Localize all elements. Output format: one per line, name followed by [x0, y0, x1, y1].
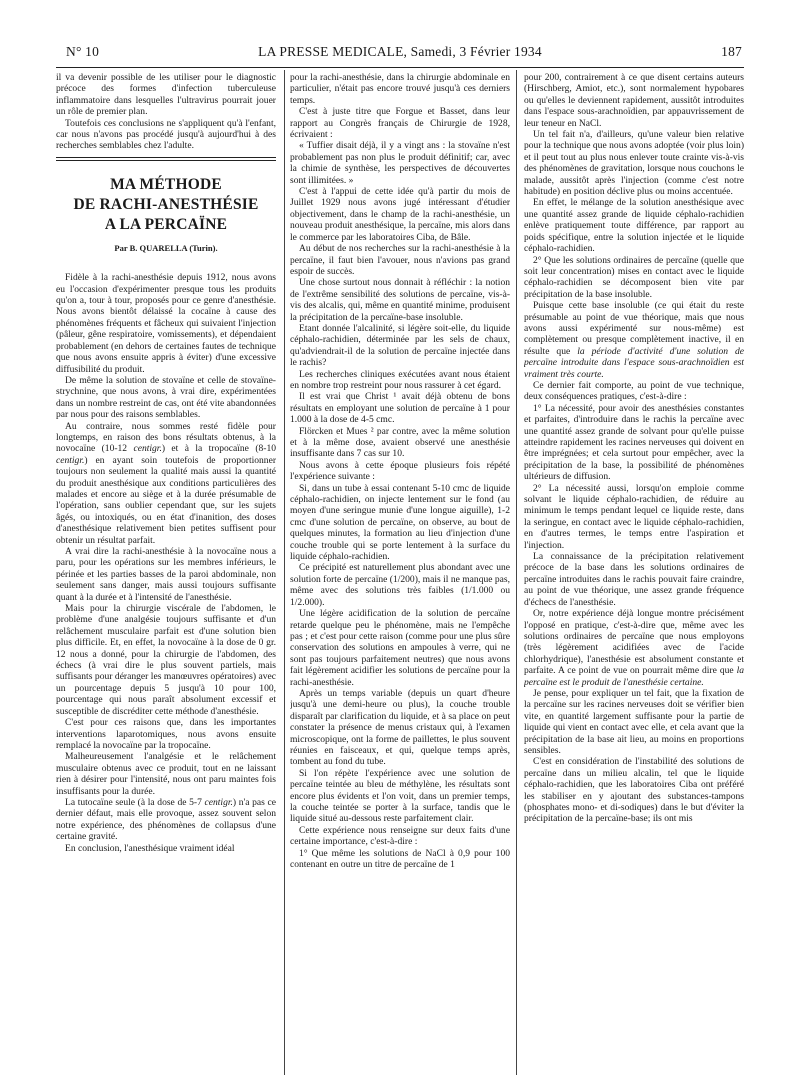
paragraph: Si l'on répète l'expérience avec une solution de percaïne teintée au bleu de méthylène, les résultats sont encore plus évidents et l'on voit, dans un premier temps, la couche teintée se porter à la surface, tandis que le liquide situé au-dessous reste parfaitement clair. [290, 767, 510, 825]
paragraph: 2° La nécessité aussi, lorsqu'on emploie comme solvant le liquide céphalo-rachidien, de réduire au minimum le temps pendant lequel ce liquide reste, dans la seringue, en contact avec le liquide céphalo-rachidien, en d'autres termes, le temps entre l'aspiration et l'injection. [524, 482, 744, 551]
paragraph: Puisque cette base insoluble (ce qui était du reste présumable au point de vue théorique, mais que nous avons aussi expérimenté sur nous-même) est complètement ou presque complètement inactive, il en résulte que la période d'activité d'une solution de percaïne introduite dans l'espace sous-arachnoïdien est vraiment très courte. [524, 300, 744, 380]
paragraph: C'est à juste titre que Forgue et Basset, dans leur rapport au Congrès français de Chirurgie de 1928, écrivaient : [290, 106, 510, 141]
paragraph: Je pense, pour expliquer un tel fait, que la fixation de la percaïne sur les racines nerveuses doit se vérifier bien vite, en quantité largement suffisante pour la partie de liquide qui vient en contact avec elle, et cela avant que la précipitation de la base ait lieu, au moins en proportions sensibles. [524, 687, 744, 756]
article-separator [56, 160, 276, 161]
paragraph: C'est à l'appui de cette idée qu'à partir du mois de Juillet 1929 nous avons jugé intéressant d'étudier objectivement, dans le champ de la rachi-anesthésie, un nouveau produit anesthésique, la percaïne, mis alors dans le commerce par les laboratoires Ciba, de Bâle. [290, 186, 510, 243]
paragraph: En effet, le mélange de la solution anesthésique avec une quantité assez grande de liquide céphalo-rachidien enlève pratiquement toute différence, par rapport au poids spécifique, entre la solution injectée et le liquide céphalo-rachidien. [524, 197, 744, 255]
article-byline: Par B. QUARELLA (Turin). [114, 242, 218, 253]
paragraph: Cette expérience nous renseigne sur deux faits d'une certaine importance, c'est-à-dire : [290, 824, 510, 848]
page-header [56, 44, 744, 66]
paragraph: La tutocaïne seule (à la dose de 5-7 centigr.) n'a pas ce dernier défaut, mais elle provoque, assez souvent selon notre expérience, des phénomènes de collapsus d'une certaine gravité. [56, 796, 276, 843]
header-rule [56, 67, 744, 68]
page-number: 187 [721, 44, 742, 59]
paragraph: Etant donnée l'alcalinité, si légère soit-elle, du liquide céphalo-rachidien, déterminée par les sels de chaux, qu'adviendrait-il de la solution de percaïne injectée dans le rachis? [290, 322, 510, 369]
paragraph: Après un temps variable (depuis un quart d'heure jusqu'à une demi-heure ou plus), la couche trouble disparaît par clarification du liquide, et à sa place on peut constater la présence de menus cristaux qui, à l'examen microscopique, ont la forme de paillettes, le plus souvent réunies en faisceaux, et qui, quelque temps après, tombent au fond du tube. [290, 687, 510, 768]
paragraph: pour 200, contrairement à ce que disent certains auteurs (Hirschberg, Amiot, etc.), sont normalement hypobares ou qu'elles le deviennent rapidement, aussitôt introduites dans l'espace sous-arachnoïdien, par appauvrissement de leur teneur en NaCl. [524, 72, 744, 129]
journal-title: LA PRESSE MEDICALE, Samedi, 3 Février 1934 [258, 44, 542, 59]
paragraph: Au contraire, nous sommes resté fidèle pour longtemps, en raison des bons résultats obtenus, à la novocaïne (10-12 centigr.) et à la tropocaïne (8-10 centigr.) en ayant soin toutefois de proportionner toujours non seulement la qualité mais aussi la quantité du produit anesthésique aux conditions particulières des malades et encore au siège et à la durée présumable de l'opération, sans oublier cependant que, sur les sujets âgés, ou intoxiqués, ou en état d'inanition, des doses d'anesthésique relativement bien petites suffisent pour obtenir un résultat parfait. [56, 420, 276, 546]
column-1 [56, 72, 276, 1076]
paragraph: Mais pour la chirurgie viscérale de l'abdomen, le problème d'une analgésie toujours suffisante et d'un relâchement musculaire parfait est d'une solution bien plus difficile. Et, en effet, la novocaïne à la dose de 0 gr. 12 nous a donné, pour la chirurgie de l'abdomen, des échecs (à vrai dire le plus souvent partiels, mais suffisants pour déranger les manœuvres opératoires) avec un pourcentage depuis 5 jusqu'à 10 pour 100, pourcentage qui nous paraît absolument excessif et susceptible de discréditer cette méthode d'anesthésie. [56, 603, 276, 717]
paragraph: Or, notre expérience déjà longue montre précisément l'opposé en pratique, c'est-à-dire que, même avec les solutions ordinaires de percaïne que nous employons (très légèrement acidifiées avec de l'acide chlorhydrique), l'anesthésie est absolument constante et parfaite. A ce point de vue on pourrait même dire que la percaïne est le produit de l'anesthésie certaine. [524, 608, 744, 688]
paragraph: C'est pour ces raisons que, dans les importantes interventions laparotomiques, nous avons ensuite remplacé la novocaïne par la tropocaïne. [56, 717, 276, 751]
paragraph: Une chose surtout nous donnait à réfléchir : la notion de l'extrême sensibilité des solutions de percaïne, vis-à-vis des alcalis, qui, même en quantité minime, produisent la précipitation de la percaïne-base insoluble. [290, 277, 510, 323]
paragraph: En conclusion, l'anesthésique vraiment idéal [65, 842, 235, 854]
paragraph: Nous avons à cette époque plusieurs fois répété l'expérience suivante : [290, 459, 510, 483]
paragraph: Fidèle à la rachi-anesthésie depuis 1912, nous avons eu l'occasion d'expérimenter presque tous les produits qu'on a, tour à tour, proposés pour ce genre d'anesthésie. Nous avons bientôt délaissé la cocaïne à cause des phénomènes fréquents et fâcheux qui suivaient l'injection (pâleur, gêne respiratoire, vomissements), et dépendaient probablement (en dehors de certaines fautes de technique que nous avons ensuite appris à éviter) d'une excessive diffusibilité du produit. [56, 272, 276, 375]
paragraph: A vrai dire la rachi-anesthésie à la novocaïne nous a paru, pour les opérations sur les membres inférieurs, le périnée et les parties basses de la paroi abdominale, non seulement sans danger, mais aussi toujours suffisante quant à la durée et à l'intensité de l'anesthésie. [56, 546, 276, 603]
paragraph: Toutefois ces conclusions ne s'appliquent qu'à l'enfant, car nous n'avons pas procédé jusqu'à aujourd'hui à des recherches semblables chez l'adulte. [56, 117, 276, 152]
paragraph: Une légère acidification de la solution de percaïne retarde quelque peu le phénomène, mais ne l'empêche pas ; et c'est pour cette raison (comme pour une plus sûre conservation des solutions en ampoules à verre, qui ne sont pas toujours parfaitement neutres) que nous avons fait légèrement acidifier les solutions de percaïne pour la rachi-anesthésie. [290, 608, 510, 688]
paragraph: Flörcken et Mues ² par contre, avec la même solution et à la même dose, avaient observé une anesthésie insuffisante dans 7 cas sur 10. [290, 425, 510, 460]
title-line: DE RACHI-ANESTHÉSIE [73, 195, 259, 213]
paragraph: Au début de nos recherches sur la rachi-anesthésie à la percaïne, il faut bien l'avouer, nous n'avions pas grand espoir de succès. [290, 243, 510, 277]
paragraph: 1° Que même les solutions de NaCl à 0,9 pour 100 contenant en outre un titre de percaïne de 1 [290, 847, 510, 871]
column-divider-2 [516, 70, 517, 1075]
issue-number: N° 10 [66, 44, 100, 59]
article-separator [56, 157, 276, 158]
title-line: A LA PERCAÏNE [104, 215, 228, 233]
quotation: « Tuffier disait déjà, il y a vingt ans : la stovaïne n'est probablement pas non plus le produit définitif; car, avec la chimie de synthèse, les perspectives de découvertes sont illimitées. » [290, 140, 510, 186]
column-divider-1 [284, 70, 285, 1075]
paragraph: C'est en considération de l'instabilité des solutions de percaïne dans un milieu alcalin, tel que le liquide céphalo-rachidien, que les laboratoires Ciba ont préféré les stabiliser en y ajoutant des substances-tampons (phosphates mono- et di-sodiques) dans le but d'éviter la précipitation de la percaïne-base; ils ont mis [524, 756, 744, 825]
paragraph: Malheureusement l'analgésie et le relâchement musculaire obtenus avec ce produit, tout en ne laissant rien à désirer pour l'intensité, nous ont paru maintes fois insuffisants pour la durée. [56, 751, 276, 797]
paragraph: Les recherches cliniques exécutées avant nous étaient en nombre trop restreint pour nous rassurer à cet égard. [290, 368, 510, 391]
paragraph: De même la solution de stovaïne et celle de stovaïne-strychnine, que nous avons, à vrai dire, expérimentées dans un nombre restreint de cas, ont été vite abandonnées par nous pour des raisons semblables. [56, 374, 276, 421]
paragraph: Ce précipité est naturellement plus abondant avec une solution forte de percaïne (1/200), mais il ne manque pas, même avec des solutions très faibles (1/1.000 ou 1/2.000). [290, 562, 510, 608]
paragraph: 1° La nécessité, pour avoir des anesthésies constantes et parfaites, d'introduire dans le rachis la percaïne avec une quantité assez grande de solvant pour qu'elle puisse atteindre rapidement les racines nerveuses qui doivent en être imprégnées; et cela surtout pour empêcher, avec la précipitation de la base, la possibilité de phénomènes ultérieurs de diffusion. [524, 402, 744, 483]
paragraph: Ce dernier fait comporte, au point de vue technique, deux conséquences pratiques, c'est-à-dire : [524, 379, 744, 403]
paragraph: La connaissance de la précipitation relativement précoce de la base dans les solutions ordinaires de percaïne introduites dans le rachis pouvait faire craindre, au point de vue théorique, une assez grande fréquence d'échecs de l'anesthésie. [524, 551, 744, 608]
paragraph: Un tel fait n'a, d'ailleurs, qu'une valeur bien relative pour la technique que nous avons adoptée (voir plus loin) et il peut tout au plus nous enlever toute crainte vis-à-vis des phénomènes de gravitation, lorsque nous couchons le malade, aussitôt après l'injection (comme c'est notre habitude) en position déclive plus ou moins accentuée. [524, 129, 744, 198]
paragraph: Il est vrai que Christ ¹ avait déjà obtenu de bons résultats en employant une solution de percaïne à 1 pour 1.000 à la dose de 4-5 cmc. [290, 391, 510, 426]
title-line: MA MÉTHODE [110, 175, 222, 193]
column-3 [524, 72, 744, 1076]
paragraph: pour la rachi-anesthésie, dans la chirurgie abdominale en particulier, n'était pas encore trouvé jusqu'à ces derniers temps. [290, 72, 510, 106]
paragraph: il va devenir possible de les utiliser pour le diagnostic précoce des formes d'infection tuberculeuse inflammatoire dans lesquelles l'ultravirus pourrait jouer un rôle de premier plan. [56, 72, 276, 118]
paragraph: Si, dans un tube à essai contenant 5-10 cmc de liquide céphalo-rachidien, on injecte lentement sur le fond (au moyen d'une seringue munie d'une longue aiguille), 1-2 cmc d'une solution de percaïne, on observe, au bout de quelques minutes, la formation au lieu d'injection d'une couche trouble qui se porte lentement à la surface du liquide céphalo-rachidien. [290, 482, 510, 563]
column-2 [290, 72, 510, 1076]
paragraph: 2° Que les solutions ordinaires de percaïne (quelle que soit leur concentration) mises en contact avec le liquide céphalo-rachidien se décomposent bien vite par précipitation de la base insoluble. [524, 254, 744, 300]
article-title [56, 175, 276, 235]
